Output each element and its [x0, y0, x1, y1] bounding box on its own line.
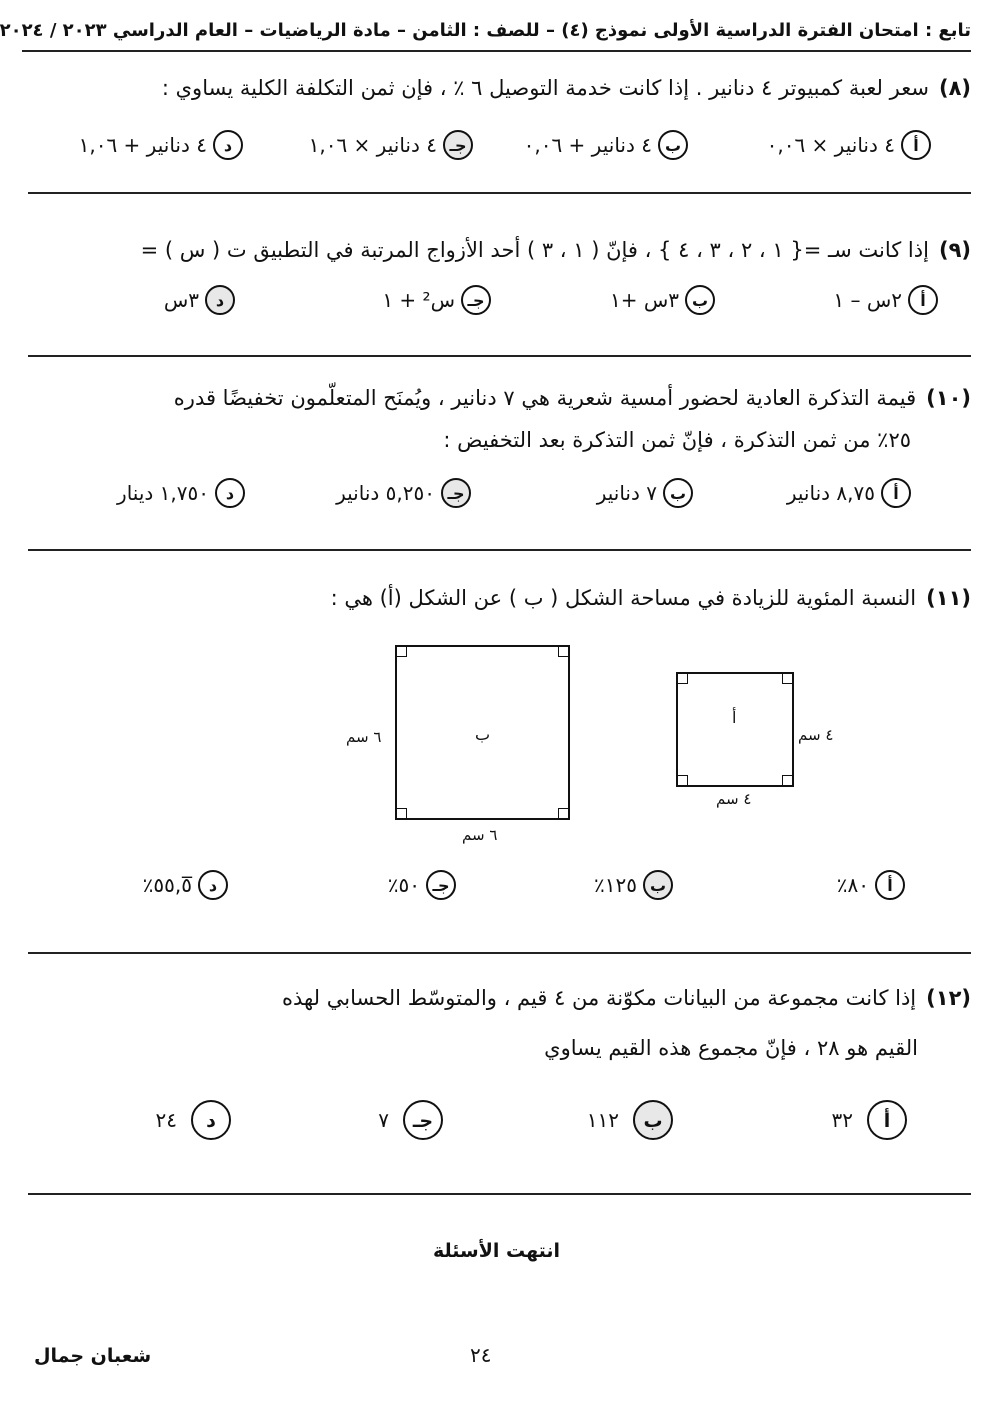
- question-12-text-line-2: القيم هو ٢٨ ، فإنّ مجموع هذه القيم يساوي: [544, 1036, 918, 1060]
- question-11-number: (١١): [926, 586, 971, 610]
- q11-option-b[interactable]: ب ١٢٥٪: [594, 870, 673, 900]
- option-letter-circle-marked: جـ: [443, 130, 473, 160]
- square-b: [395, 645, 570, 820]
- option-letter-circle: د: [198, 870, 228, 900]
- question-divider: [28, 192, 971, 194]
- option-letter-circle: أ: [867, 1100, 907, 1140]
- right-angle-mark: [397, 647, 407, 657]
- right-angle-mark: [782, 775, 792, 785]
- question-8-text: (٨)سعر لعبة كمبيوتر ٤ دنانير . إذا كانت خدمة التوصيل ٦ ٪ ، فإن ثمن التكلفة الكلية يساوي :: [161, 76, 971, 100]
- option-letter-circle: جـ: [426, 870, 456, 900]
- q10-option-a[interactable]: أ ٨,٧٥ دنانير: [787, 478, 911, 508]
- option-letter-circle: د: [213, 130, 243, 160]
- q11-option-a[interactable]: أ ٨٠٪: [837, 870, 905, 900]
- question-10-text-line-2: ٢٥٪ من ثمن التذكرة ، فإنّ ثمن التذكرة بعد التخفيض :: [443, 428, 911, 452]
- question-divider: [28, 549, 971, 551]
- question-11-text: (١١)النسبة المئوية للزيادة في مساحة الشكل ( ب ) عن الشكل (أ) هي :: [330, 586, 971, 610]
- question-divider: [28, 952, 971, 954]
- option-letter-circle: جـ: [403, 1100, 443, 1140]
- question-12-number: (١٢): [926, 986, 971, 1010]
- option-letter-circle: د: [215, 478, 245, 508]
- q8-option-d[interactable]: د ٤ دنانير + ١,٠٦: [79, 130, 243, 160]
- question-divider: [28, 355, 971, 357]
- q12-option-a[interactable]: أ ٣٢: [832, 1100, 907, 1140]
- header-divider: [22, 50, 971, 52]
- question-10-number: (١٠): [926, 386, 971, 410]
- option-letter-circle-marked: ب: [643, 870, 673, 900]
- q11-option-c[interactable]: جـ ٥٠٪: [388, 870, 456, 900]
- q10-option-c[interactable]: جـ ٥,٢٥٠ دنانير: [336, 478, 471, 508]
- question-9-number: (٩): [938, 238, 971, 262]
- q8-option-c[interactable]: جـ ٤ دنانير × ١,٠٦: [309, 130, 473, 160]
- option-letter-circle: أ: [881, 478, 911, 508]
- square-a-label: أ: [732, 708, 737, 727]
- option-letter-circle: د: [191, 1100, 231, 1140]
- option-letter-circle: ب: [663, 478, 693, 508]
- q10-option-b[interactable]: ب ٧ دنانير: [597, 478, 693, 508]
- option-letter-circle-marked: جـ: [441, 478, 471, 508]
- option-letter-circle: ب: [685, 285, 715, 315]
- square-b-side-dimension: ٦ سم: [346, 728, 382, 746]
- q8-option-a[interactable]: أ ٤ دنانير × ٠,٠٦: [767, 130, 931, 160]
- square-a-side-dimension: ٤ سم: [798, 726, 834, 744]
- page-header: تابع : امتحان الفترة الدراسية الأولى نموذج (٤) – للصف : الثامن – مادة الرياضيات – العام الدراسي ٢٠٢٣ / ٢٠٢٤: [0, 20, 971, 41]
- right-angle-mark: [397, 808, 407, 818]
- option-letter-circle: ب: [658, 130, 688, 160]
- question-9-text: (٩)إذا كانت سـ ={ ١ ، ٢ ، ٣ ، ٤ } ، فإنّ ( ١ ، ٣ ) أحد الأزواج المرتبة في التطبيق ت ( س ) =: [140, 238, 971, 262]
- page-number: ٢٤: [470, 1343, 492, 1367]
- q12-option-c[interactable]: جـ ٧: [378, 1100, 443, 1140]
- question-divider: [28, 1193, 971, 1195]
- option-letter-circle-marked: د: [205, 285, 235, 315]
- q10-option-d[interactable]: د ١,٧٥٠ دينار: [117, 478, 245, 508]
- square-b-label: ب: [475, 725, 491, 744]
- option-letter-circle: أ: [875, 870, 905, 900]
- right-angle-mark: [558, 808, 568, 818]
- right-angle-mark: [678, 674, 688, 684]
- question-8-number: (٨): [938, 76, 971, 100]
- option-letter-circle-marked: ب: [633, 1100, 673, 1140]
- right-angle-mark: [678, 775, 688, 785]
- q12-option-b[interactable]: ب ١١٢: [587, 1100, 673, 1140]
- square-b-bottom-dimension: ٦ سم: [462, 826, 498, 844]
- author-name: شعبان جمال: [34, 1345, 152, 1367]
- question-12-text: (١٢)إذا كانت مجموعة من البيانات مكوّنة من ٤ قيم ، والمتوسّط الحسابي لهذه: [281, 986, 971, 1010]
- option-letter-circle: أ: [901, 130, 931, 160]
- q9-option-b[interactable]: ب ٣س +١: [610, 285, 715, 315]
- option-letter-circle: جـ: [461, 285, 491, 315]
- q9-option-c[interactable]: جـ س² + ١: [382, 285, 491, 315]
- q9-option-d[interactable]: د ٣س: [164, 285, 235, 315]
- question-10-text: (١٠)قيمة التذكرة العادية لحضور أمسية شعرية هي ٧ دنانير ، ويُمنَح المتعلّمون تخفيضًا قدره: [173, 386, 971, 410]
- option-letter-circle: أ: [908, 285, 938, 315]
- right-angle-mark: [782, 674, 792, 684]
- q8-option-b[interactable]: ب ٤ دنانير + ٠,٠٦: [524, 130, 688, 160]
- square-a: [676, 672, 794, 787]
- q12-option-d[interactable]: د ٢٤: [156, 1100, 231, 1140]
- right-angle-mark: [558, 647, 568, 657]
- end-of-questions: انتهت الأسئلة: [432, 1240, 561, 1262]
- square-a-bottom-dimension: ٤ سم: [716, 790, 752, 808]
- q11-option-d[interactable]: د ٥٥,٥̅٪: [143, 870, 228, 900]
- q9-option-a[interactable]: أ ٢س – ١: [833, 285, 938, 315]
